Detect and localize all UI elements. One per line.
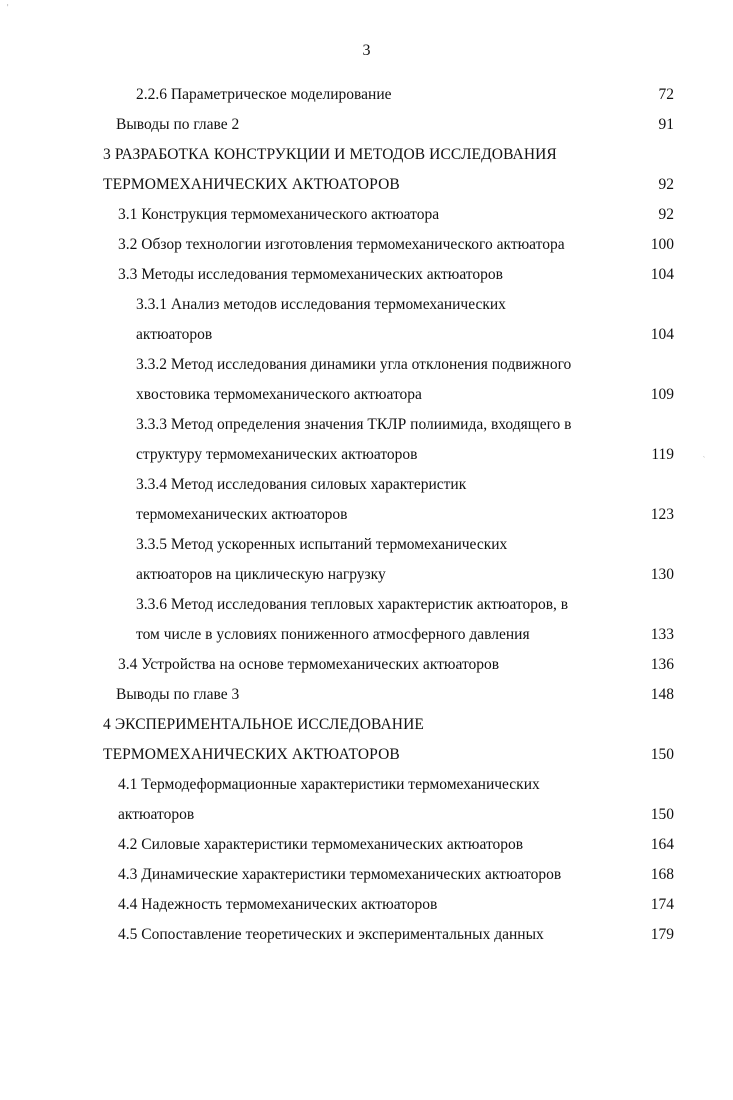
toc-entry-title: ТЕРМОМЕХАНИЧЕСКИХ АКТЮАТОРОВ — [103, 176, 400, 193]
page-number: 3 — [362, 42, 371, 59]
toc-entry-title: 3.3.6 Метод исследования тепловых характеристик актюаторов, в — [136, 596, 569, 613]
toc-entry-title: 3.4 Устройства на основе термомеханических актюаторов — [118, 656, 500, 673]
toc-entry-4-5[interactable] — [103, 920, 688, 950]
toc-entry-title: структуру термомеханических актюаторов — [136, 446, 418, 463]
toc-entry-title: 2.2.6 Параметрическое моделирование — [136, 86, 392, 103]
toc-entry-title: ТЕРМОМЕХАНИЧЕСКИХ АКТЮАТОРОВ — [103, 746, 400, 763]
toc-entry-4-2[interactable] — [103, 830, 688, 860]
toc-entry-page: 104 — [650, 266, 674, 283]
toc-entry-title: 3.3.3 Метод определения значения ТКЛР полиимида, входящего в — [136, 416, 572, 433]
toc-entry-title: 4.3 Динамические характеристики термомеханических актюаторов — [118, 866, 562, 883]
toc-entry-title: 3.3.5 Метод ускоренных испытаний термомеханических — [136, 536, 508, 553]
toc-entry-3-3-1[interactable] — [103, 290, 688, 320]
toc-entry-page: 92 — [658, 176, 674, 193]
toc-entry-title: актюаторов — [118, 806, 195, 823]
toc-entry-3-4[interactable] — [103, 650, 688, 680]
toc-entry-3-3-3-cont[interactable] — [103, 440, 688, 470]
toc-entry-title: 3 РАЗРАБОТКА КОНСТРУКЦИИ И МЕТОДОВ ИССЛЕДОВАНИЯ — [103, 146, 557, 163]
scan-artifact-mark: ˏ — [703, 452, 705, 458]
toc-entry-3-3-6-cont[interactable] — [103, 620, 688, 650]
toc-entry-page: 91 — [658, 116, 674, 133]
toc-entry-page: 133 — [650, 626, 674, 643]
toc-entry-title: 4.5 Сопоставление теоретических и экспериментальных данных — [118, 926, 544, 943]
toc-entry-3-1[interactable] — [103, 200, 688, 230]
toc-entry-4-1-cont[interactable] — [103, 800, 688, 830]
toc-entry-page: 119 — [651, 446, 674, 463]
toc-entry-3-3[interactable] — [103, 260, 688, 290]
scan-artifact-mark: ⸯ — [6, 6, 10, 12]
toc-entry-title: 3.3 Методы исследования термомеханических актюаторов — [118, 266, 503, 283]
toc-entry-title: Выводы по главе 2 — [116, 116, 240, 133]
toc-entry-page: 174 — [650, 896, 674, 913]
toc-entry-2-2-6[interactable] — [103, 80, 688, 110]
toc-entry-3-2[interactable] — [103, 230, 688, 260]
toc-entry-3-3-1-cont[interactable] — [103, 320, 688, 350]
toc-entry-title: 3.2 Обзор технологии изготовления термомеханического актюатора — [118, 236, 565, 253]
toc-entry-title: 4.4 Надежность термомеханических актюаторов — [118, 896, 438, 913]
toc-entry-title: Выводы по главе 3 — [116, 686, 240, 703]
toc-entry-conclusions-ch2[interactable] — [103, 110, 688, 140]
toc-entry-title: актюаторов — [136, 326, 213, 343]
toc-entry-title: термомеханических актюаторов — [136, 506, 348, 523]
toc-entry-title: 4.1 Термодеформационные характеристики термомеханических — [118, 776, 540, 793]
toc-entry-4-1[interactable] — [103, 770, 688, 800]
toc-entry-chapter-4-cont[interactable] — [103, 740, 688, 770]
toc-entry-3-3-5[interactable] — [103, 530, 688, 560]
toc-entry-4-3[interactable] — [103, 860, 688, 890]
toc-entry-page: 123 — [650, 506, 674, 523]
toc-entry-3-3-3[interactable] — [103, 410, 688, 440]
toc-entry-page: 130 — [650, 566, 674, 583]
toc-entry-3-3-4-cont[interactable] — [103, 500, 688, 530]
toc-entry-page: 168 — [650, 866, 674, 883]
toc-entry-page: 109 — [650, 386, 674, 403]
toc-entry-title: 4.2 Силовые характеристики термомеханических актюаторов — [118, 836, 524, 853]
toc-entry-title: 3.3.2 Метод исследования динамики угла отклонения подвижного — [136, 356, 572, 373]
toc-entry-title: актюаторов на циклическую нагрузку — [136, 566, 386, 583]
toc-entry-3-3-2[interactable] — [103, 350, 688, 380]
toc-entry-title: 3.1 Конструкция термомеханического актюатора — [118, 206, 440, 223]
toc-entry-title: том числе в условиях пониженного атмосферного давления — [136, 626, 530, 643]
toc-entry-3-3-5-cont[interactable] — [103, 560, 688, 590]
toc-entry-page: 72 — [658, 86, 674, 103]
toc-entry-page: 179 — [650, 926, 674, 943]
toc-entry-3-3-6[interactable] — [103, 590, 688, 620]
toc-entry-page: 104 — [650, 326, 674, 343]
toc-entry-page: 148 — [650, 686, 674, 703]
toc-entry-page: 150 — [650, 746, 674, 763]
toc-entry-chapter-3[interactable] — [103, 140, 688, 170]
toc-entry-4-4[interactable] — [103, 890, 688, 920]
toc-entry-page: 100 — [650, 236, 674, 253]
toc-entry-title: 3.3.1 Анализ методов исследования термомеханических — [136, 296, 506, 313]
toc-entry-chapter-3-cont[interactable] — [103, 170, 688, 200]
toc-entry-page: 92 — [658, 206, 674, 223]
toc-entry-3-3-4[interactable] — [103, 470, 688, 500]
toc-entry-conclusions-ch3[interactable] — [103, 680, 688, 710]
toc-entry-title: 4 ЭКСПЕРИМЕНТАЛЬНОЕ ИССЛЕДОВАНИЕ — [103, 716, 424, 733]
toc-entry-page: 164 — [650, 836, 674, 853]
toc-entry-title: хвостовика термомеханического актюатора — [136, 386, 422, 403]
toc-entry-3-3-2-cont[interactable] — [103, 380, 688, 410]
toc-entry-chapter-4[interactable] — [103, 710, 688, 740]
toc-entry-page: 150 — [650, 806, 674, 823]
table-of-contents — [103, 80, 688, 950]
toc-entry-page: 136 — [650, 656, 674, 673]
toc-entry-title: 3.3.4 Метод исследования силовых характеристик — [136, 476, 467, 493]
